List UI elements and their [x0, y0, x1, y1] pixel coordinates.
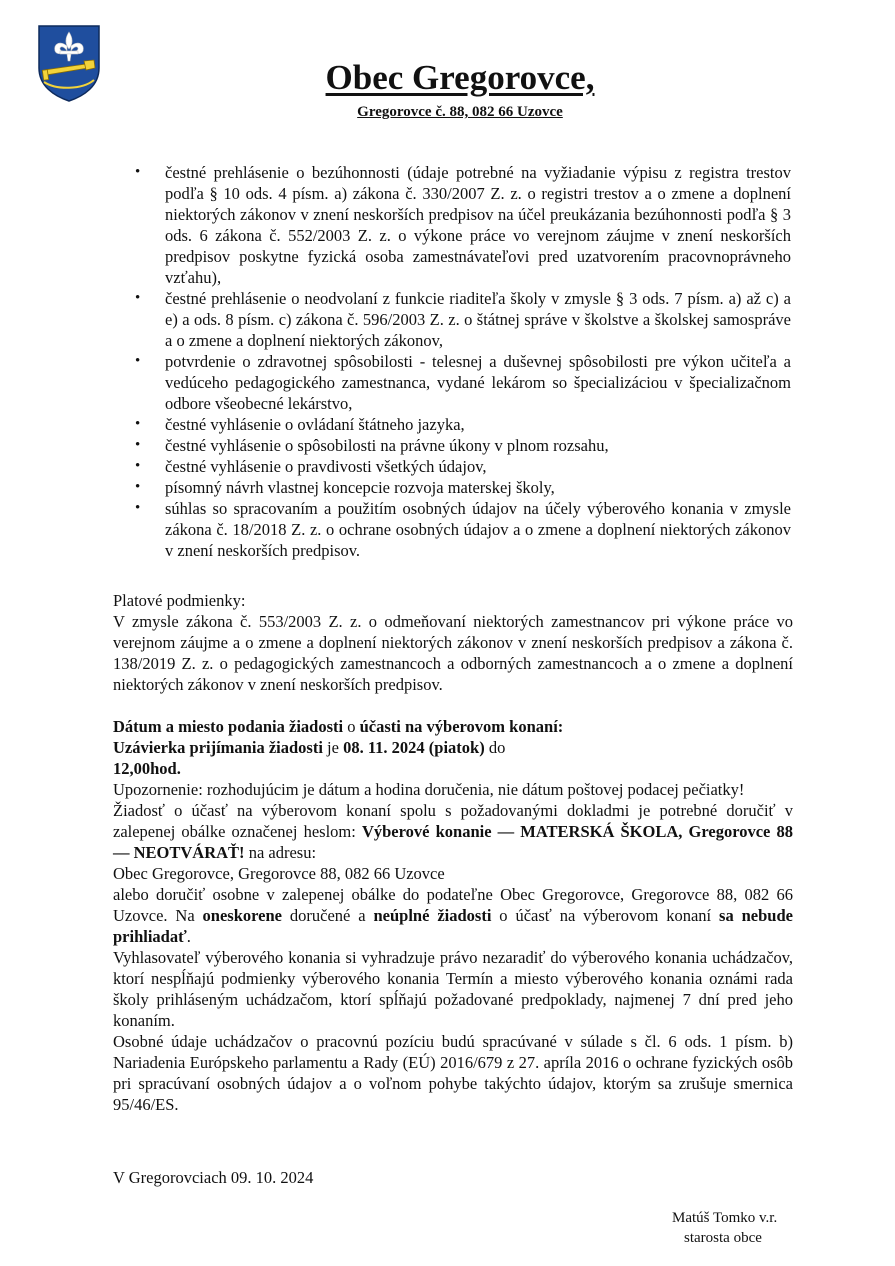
list-item: • písomný návrh vlastnej koncepcie rozvoja materskej školy, [135, 478, 555, 497]
postmark-notice: Upozornenie: rozhodujúcim je dátum a hodina doručenia, nie dátum poštovej podacej pečiatky! [113, 780, 745, 799]
list-item: • súhlas so spracovaním a použitím osobných údajov na účely výberového konania v zmysle zákona č. 18/2018 Z. z. o ochrane osobných údajov a o zmene a doplnení niektorých zákonov v znení neskorších predpisov. [135, 499, 791, 560]
submission-heading: Dátum a miesto podania žiadosti o účasti na výberovom konaní: [113, 717, 564, 736]
requirements-list [135, 162, 791, 561]
submission-section [113, 716, 793, 1115]
mailing-address: Obec Gregorovce, Gregorovce 88, 082 66 Uzovce [113, 864, 445, 883]
list-item: • potvrdenie o zdravotnej spôsobilosti - telesnej a duševnej spôsobilosti pre výkon učiteľa a vedúceho pedagogického zamestnanca, vydané lekárom so špecializáciou v špecializačnom odbore všeobecné lekárstvo, [135, 352, 791, 413]
bullet-icon: • [135, 437, 141, 453]
municipal-coat-of-arms-icon [36, 24, 102, 102]
bullet-icon: • [135, 458, 141, 474]
signature-block [672, 1208, 802, 1248]
bullet-icon: • [135, 290, 141, 306]
salary-heading: Platové podmienky: [113, 591, 246, 610]
list-item: • čestné prehlásenie o neodvolaní z funkcie riaditeľa školy v zmysle § 3 ods. 7 písm. a) až c) a e) a ods. 8 písm. c) zákona č. 596/2003 Z. z. o štátnej správe v školstve a školskej samospráve a o zmene a doplnení niektorých zákonov, [135, 289, 791, 350]
page-title: Obec Gregorovce, [325, 58, 595, 97]
list-item: • čestné prehlásenie o bezúhonnosti (údaje potrebné na vyžiadanie výpisu z registra trestov podľa § 10 ods. 4 písm. a) zákona č. 330/2007 Z. z. o registri trestov a o zmene a doplnení niektorých zákonov v znení neskorších predpisov na účel preukázania bezúhonnosti podľa § 3 ods. 6 zákona č. 552/2003 Z. z. o výkone práce vo verejnom záujme v znení neskorších predpisov poskytne fyzická osoba zamestnávateľovi pred uzatvorením pracovnoprávneho vzťahu), [135, 163, 791, 287]
list-item: • čestné vyhlásenie o ovládaní štátneho jazyka, [135, 415, 465, 434]
municipality-address: Gregorovce č. 88, 082 66 Uzovce [357, 104, 563, 120]
list-item: • čestné vyhlásenie o spôsobilosti na právne úkony v plnom rozsahu, [135, 436, 609, 455]
signatory-role: starosta obce [684, 1230, 762, 1246]
deadline: Uzávierka prijímania žiadosti je 08. 11. 2024 (piatok) do 12,00hod. [113, 738, 506, 778]
place-and-date: V Gregorovciach 09. 10. 2024 [113, 1168, 314, 1187]
list-item: • čestné vyhlásenie o pravdivosti všetkých údajov, [135, 457, 487, 476]
bullet-icon: • [135, 353, 141, 369]
salary-text: V zmysle zákona č. 553/2003 Z. z. o odmeňovaní niektorých zamestnancov pri výkone práce vo verejnom záujme a o zmene a doplnení niektorých zákonov v znení neskorších predpisov a zákona č. 138/2019 Z. z. o pedagogických zamestnancoch a odborných zamestnancoch a o zmene a doplnení niektorých zákonov v znení neskorších predpisov. [113, 612, 793, 694]
personal-delivery: alebo doručiť osobne v zalepenej obálke do podateľne Obec Gregorovce, Gregorovce 88, 082 66 Uzovce. Na oneskorene doručené a neúplné žiadosti o účasť na výberovom konaní sa nebude prihliadať. [113, 885, 793, 946]
salary-section [113, 590, 793, 695]
bullet-icon: • [135, 164, 141, 180]
bullet-icon: • [135, 416, 141, 432]
bullet-icon: • [135, 479, 141, 495]
signatory-name: Matúš Tomko v.r. [672, 1210, 778, 1226]
bullet-icon: • [135, 500, 141, 516]
gdpr-clause: Osobné údaje uchádzačov o pracovnú pozíciu budú spracúvané v súlade s čl. 6 ods. 1 písm. b) Nariadenia Európskeho parlamentu a Rady (EÚ) 2016/679 z 27. apríla 2016 o ochrane fyzických osôb pri spracúvaní osobných údajov a o voľnom pohybe takýchto údajov, ktorým sa zrušuje smernica 95/46/ES. [113, 1032, 793, 1114]
reservation-clause: Vyhlasovateľ výberového konania si vyhradzuje právo nezaradiť do výberového konania uchádzačov, ktorí nespĺňajú podmienky výberového konania Termín a miesto výberového konania oznámi rada školy prihláseným uchádzačom, ktorí spĺňajú požadované predpoklady, najmenej 7 dní pred jeho konaním. [113, 948, 793, 1030]
delivery-instructions: Žiadosť o účasť na výberovom konaní spolu s požadovanými dokladmi je potrebné doručiť v zalepenej obálke označenej heslom: Výberové konanie — MATERSKÁ ŠKOLA, Gregorovce 88 — NEOTVÁRAŤ! na adresu: [113, 801, 793, 862]
